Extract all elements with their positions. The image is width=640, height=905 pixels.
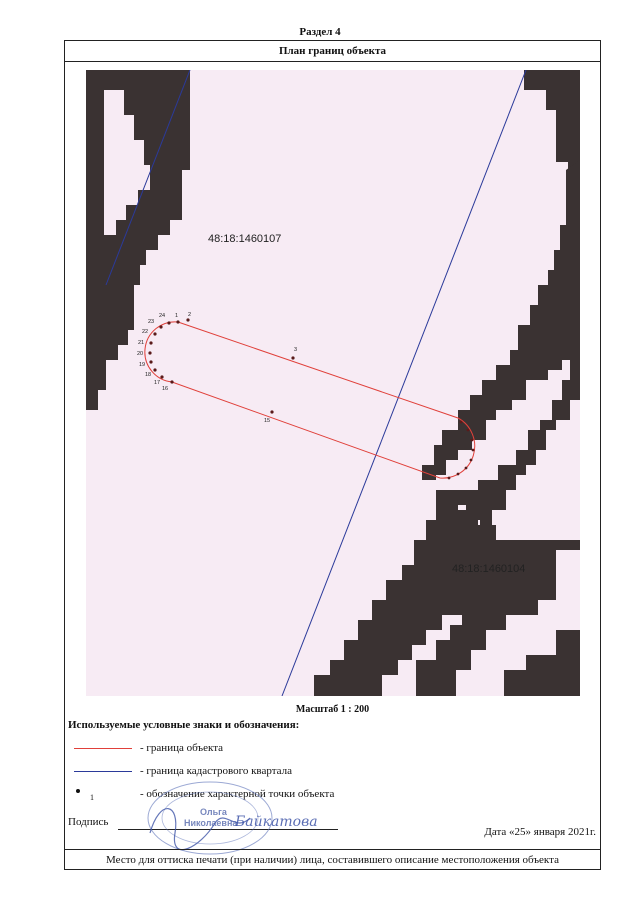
legend-text: - обозначение характерной точки объекта <box>140 788 335 800</box>
point-label: 20 <box>137 351 144 357</box>
stamp-line: Ольга <box>200 807 227 817</box>
point-label: 18 <box>145 372 152 378</box>
date-text: Дата «25» января 2021г. <box>484 826 596 838</box>
stamp-place-text: Место для оттиска печати (при наличии) лица, составившего описание местоположения объекта <box>64 849 601 870</box>
point-label: 23 <box>148 319 155 325</box>
legend-heading: Используемые условные знаки и обозначения: <box>68 719 300 731</box>
section-title: Раздел 4 <box>299 26 341 38</box>
point-marker-icon <box>76 789 80 793</box>
point-marker-label: 1 <box>90 793 94 802</box>
signature-handwriting: Байкатова <box>235 814 318 830</box>
point-label: 2 <box>188 312 192 318</box>
point-label: 22 <box>142 329 149 335</box>
point-label: 17 <box>154 380 161 386</box>
point-label: 16 <box>162 386 169 392</box>
boundary-map <box>86 70 580 696</box>
legend-line-blue <box>74 771 132 772</box>
parcel-label-north: 48:18:1460107 <box>208 233 282 245</box>
point-label: 15 <box>264 418 271 424</box>
point-label: 21 <box>138 340 145 346</box>
legend-text: - граница кадастрового квартала <box>140 765 292 777</box>
legend-line-red <box>74 748 132 749</box>
point-label: 3 <box>294 347 298 353</box>
plan-title: План границ объекта <box>64 40 601 62</box>
legend-text: - граница объекта <box>140 742 224 754</box>
point-label: 1 <box>175 313 179 319</box>
stamp-line: Николаевна <box>184 818 238 828</box>
signature-label: Подпись <box>68 816 109 828</box>
scale-label: Масштаб 1 : 200 <box>295 704 370 715</box>
parcel-label-south: 48:18:1460104 <box>452 563 526 575</box>
point-label: 24 <box>159 313 166 319</box>
point-label: 19 <box>139 362 146 368</box>
